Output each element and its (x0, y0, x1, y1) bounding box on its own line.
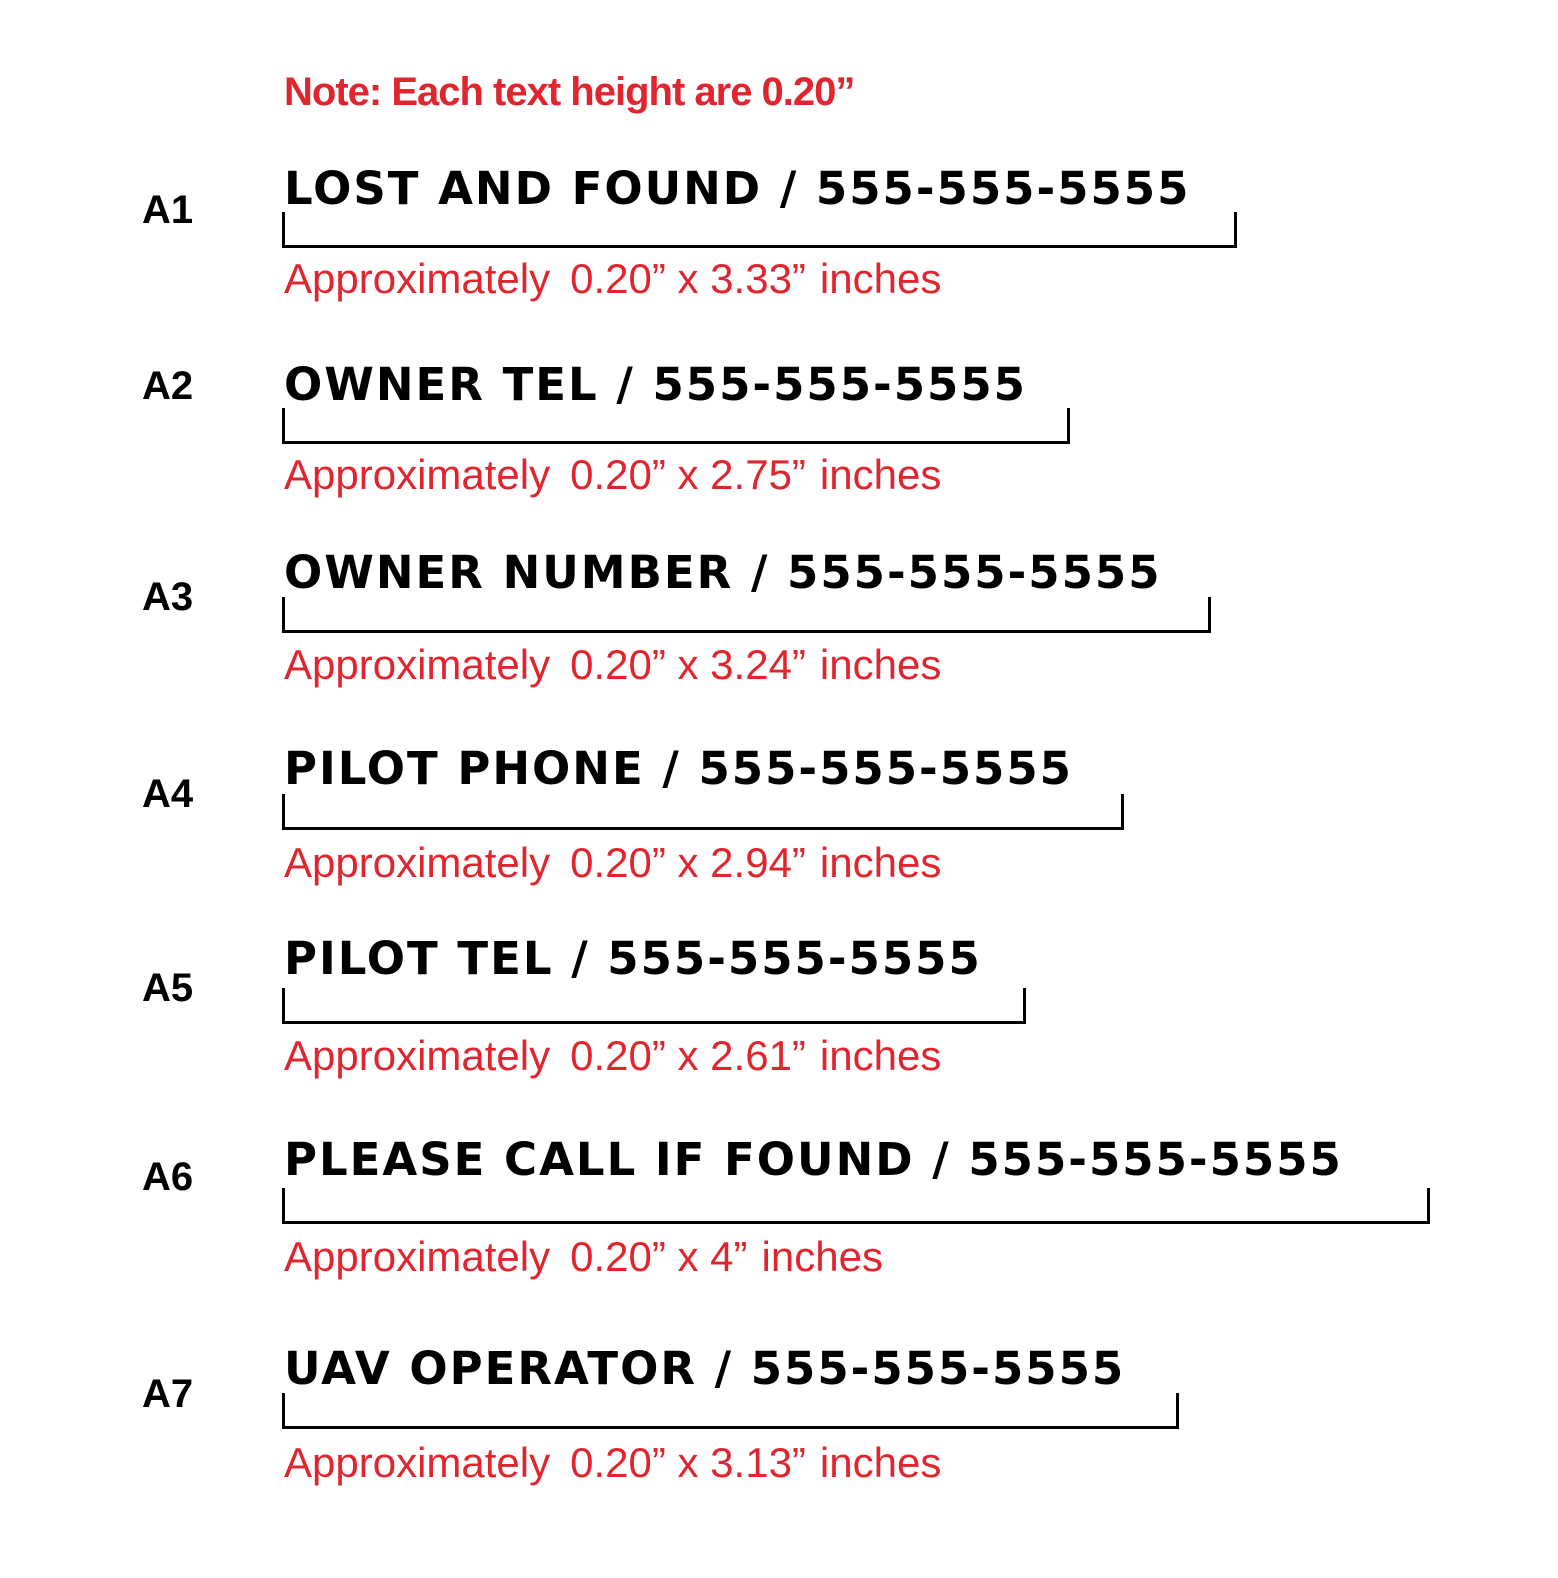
width-bracket (282, 1188, 1430, 1224)
row-code: A6 (142, 1155, 194, 1199)
dimension-text: Approximately 0.20” x 3.33” inches (284, 255, 942, 302)
row-code: A5 (142, 966, 194, 1010)
dimension-text: Approximately 0.20” x 3.13” inches (284, 1439, 942, 1486)
dimension-text: Approximately 0.20” x 3.24” inches (284, 641, 942, 688)
row-code: A3 (142, 575, 194, 619)
dimension-text: Approximately 0.20” x 2.75” inches (284, 451, 942, 498)
sticker-label: LOST AND FOUND / 555-555-5555 (284, 162, 1191, 215)
dimension-text: Approximately 0.20” x 2.61” inches (284, 1032, 942, 1079)
width-bracket (282, 1393, 1179, 1429)
row-code: A2 (142, 364, 194, 408)
dimension-text: Approximately 0.20” x 2.94” inches (284, 839, 942, 886)
width-bracket (282, 597, 1211, 633)
note-heading: Note: Each text height are 0.20” (284, 70, 855, 114)
sticker-label: OWNER TEL / 555-555-5555 (284, 358, 1027, 411)
row-code: A7 (142, 1372, 194, 1416)
width-bracket (282, 988, 1026, 1024)
sticker-label: PILOT TEL / 555-555-5555 (284, 932, 982, 985)
sticker-label: PLEASE CALL IF FOUND / 555-555-5555 (284, 1133, 1343, 1186)
sticker-label: UAV OPERATOR / 555-555-5555 (284, 1342, 1126, 1395)
dimension-text: Approximately 0.20” x 4” inches (284, 1233, 883, 1280)
width-bracket (282, 794, 1124, 830)
sticker-label: PILOT PHONE / 555-555-5555 (284, 742, 1073, 795)
row-code: A1 (142, 188, 194, 232)
width-bracket (282, 408, 1070, 444)
sticker-label: OWNER NUMBER / 555-555-5555 (284, 546, 1162, 599)
row-code: A4 (142, 772, 194, 816)
width-bracket (282, 212, 1237, 248)
